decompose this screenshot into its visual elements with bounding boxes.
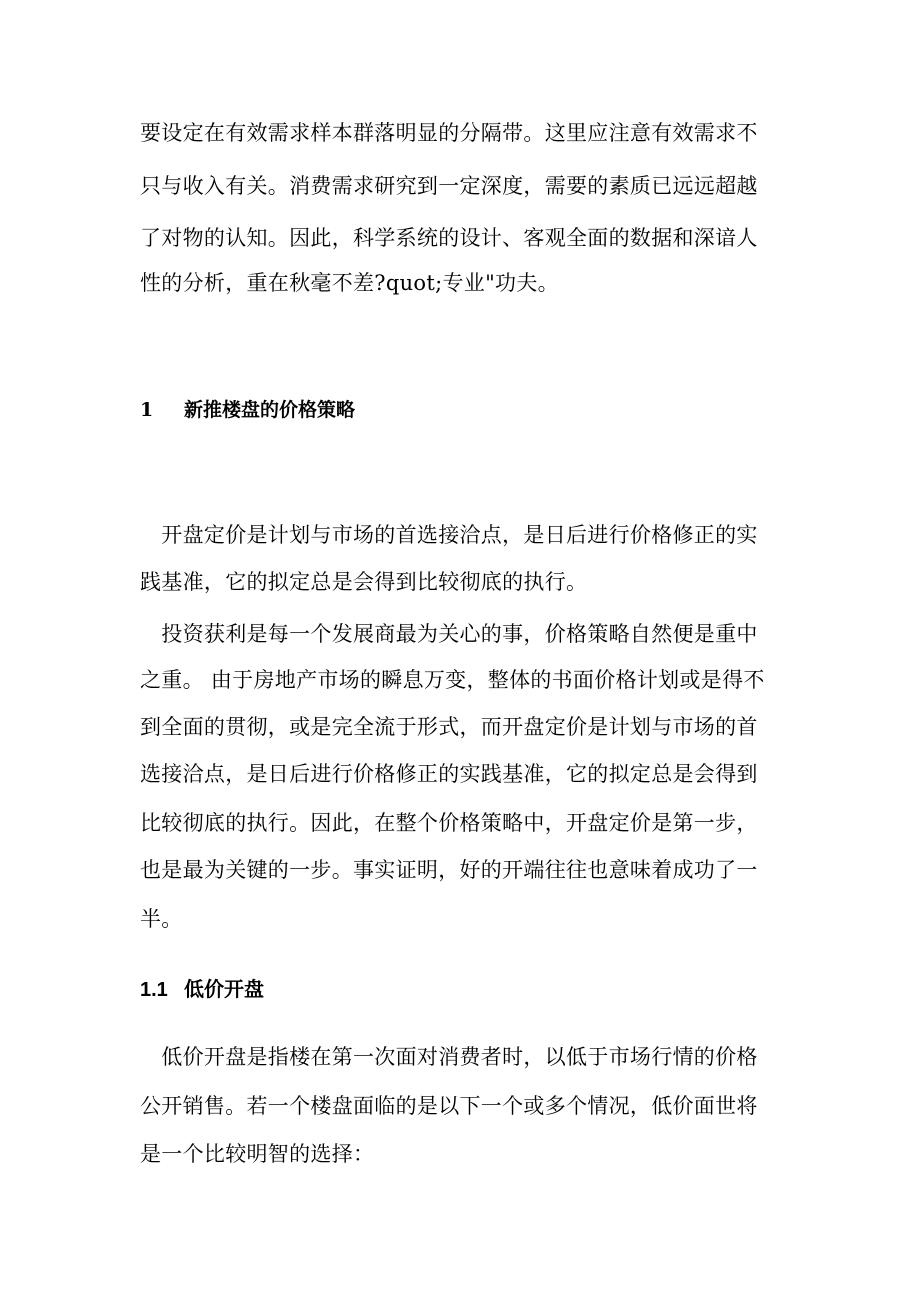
text-line: 选接洽点，是日后进行价格修正的实践基准，它的拟定总是会得到: [140, 762, 758, 786]
text-line: 到全面的贯彻，或是完全流于形式，而开盘定价是计划与市场的首: [140, 715, 758, 739]
section-title: 新推楼盘的价格策略: [184, 399, 356, 421]
text-line: 投资获利是每一个发展商最为关心的事，价格策略自然便是重中: [140, 622, 758, 646]
text-line: 半。: [140, 907, 183, 931]
section-heading: [140, 396, 355, 424]
text-line: 之重。 由于房地产市场的瞬息万变，整体的书面价格计划或是得不: [140, 668, 765, 692]
section-number: 1: [140, 399, 154, 421]
subsection-title: 低价开盘: [184, 979, 264, 1001]
text-line: 性的分析，重在秋毫不差?quot;专业"功夫。: [140, 271, 559, 295]
text-line: 是一个比较明智的选择：: [140, 1142, 375, 1166]
text-line: 低价开盘是指楼在第一次面对消费者时，以低于市场行情的价格: [140, 1045, 758, 1069]
text-line: 公开销售。若一个楼盘面临的是以下一个或多个情况，低价面世将: [140, 1094, 758, 1118]
text-line: 要设定在有效需求样本群落明显的分隔带。这里应注意有效需求不: [140, 121, 758, 145]
subsection-number: 1.1: [140, 979, 168, 1001]
text-line: 也是最为关键的一步。事实证明，好的开端往往也意味着成功了一: [140, 858, 758, 882]
text-line: 开盘定价是计划与市场的首选接洽点，是日后进行价格修正的实: [140, 523, 758, 547]
text-line: 只与收入有关。消费需求研究到一定深度，需要的素质已远远超越: [140, 174, 758, 198]
text-line: 了对物的认知。因此，科学系统的设计、客观全面的数据和深谙人: [140, 226, 758, 250]
text-line: 比较彻底的执行。因此，在整个价格策略中，开盘定价是第一步，: [140, 811, 758, 835]
text-line: 践基准，它的拟定总是会得到比较彻底的执行。: [140, 570, 588, 594]
subsection-heading: [140, 976, 264, 1004]
